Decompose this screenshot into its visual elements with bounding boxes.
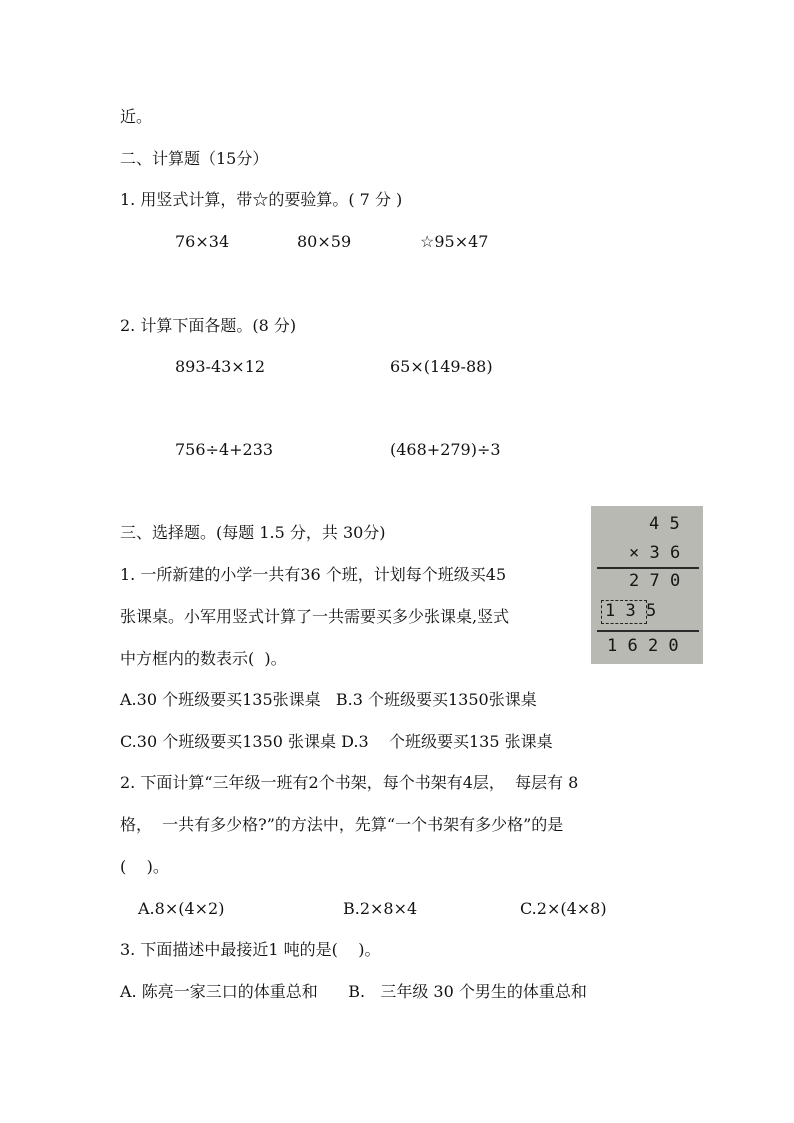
- choice-question-2: ( )。: [120, 857, 169, 876]
- choice-question-3: 3. 下面描述中最接近1 吨的是( )。: [120, 940, 381, 959]
- choice-option: C.2×(4×8): [520, 899, 607, 918]
- figure-product: 1 6 2 0: [607, 636, 679, 656]
- choice-option-line: A.30 个班级要买135张课桌 B.3 个班级要买1350张课桌: [120, 690, 537, 709]
- vertical-multiplication-figure: [591, 506, 703, 664]
- choice-option: B.2×8×4: [343, 899, 418, 918]
- choice-question-1: 张课桌。小军用竖式计算了一共需要买多少张课桌,竖式: [120, 607, 510, 626]
- choice-question-2: 2. 下面计算“三年级一班有2个书架，每个书架有4层， 每层有 8: [120, 773, 579, 792]
- section-heading-choice: 三、选择题。(每题 1.5 分，共 30分): [120, 523, 386, 542]
- figure-rule: [597, 630, 699, 632]
- choice-question-1: 1. 一所新建的小学一共有36 个班，计划每个班级买45: [120, 565, 507, 584]
- calc-item: 80×59: [297, 232, 352, 251]
- section-heading-calculation: 二、计算题（15分）: [120, 149, 269, 168]
- choice-question-2: 格， 一共有多少格?”的方法中，先算“一个书架有多少格”的是: [120, 815, 564, 834]
- question-2-prompt: 2. 计算下面各题。(8 分): [120, 316, 297, 335]
- figure-partial-product-boxed: 1 3 5: [605, 601, 657, 621]
- figure-multiplier: × 3 6: [629, 543, 681, 563]
- calc-item: 65×(149-88): [390, 357, 493, 376]
- question-1-prompt: 1. 用竖式计算，带☆的要验算。( 7 分 ): [120, 190, 403, 209]
- calc-item: ☆95×47: [420, 232, 489, 251]
- text-line: 近。: [120, 107, 153, 126]
- choice-option: A.8×(4×2): [138, 899, 225, 918]
- calc-item: 756÷4+233: [175, 440, 274, 459]
- choice-option-line: C.30 个班级要买1350 张课桌 D.3 个班级要买135 张课桌: [120, 732, 553, 751]
- figure-rule: [597, 567, 699, 569]
- choice-option-line: A. 陈亮一家三口的体重总和 B. 三年级 30 个男生的体重总和: [120, 982, 587, 1001]
- calc-item: (468+279)÷3: [390, 440, 501, 459]
- figure-partial-product: 2 7 0: [629, 571, 681, 591]
- choice-question-1: 中方框内的数表示( )。: [120, 649, 287, 668]
- calc-item: 893-43×12: [175, 357, 266, 376]
- calc-item: 76×34: [175, 232, 230, 251]
- figure-multiplicand: 4 5: [649, 514, 680, 534]
